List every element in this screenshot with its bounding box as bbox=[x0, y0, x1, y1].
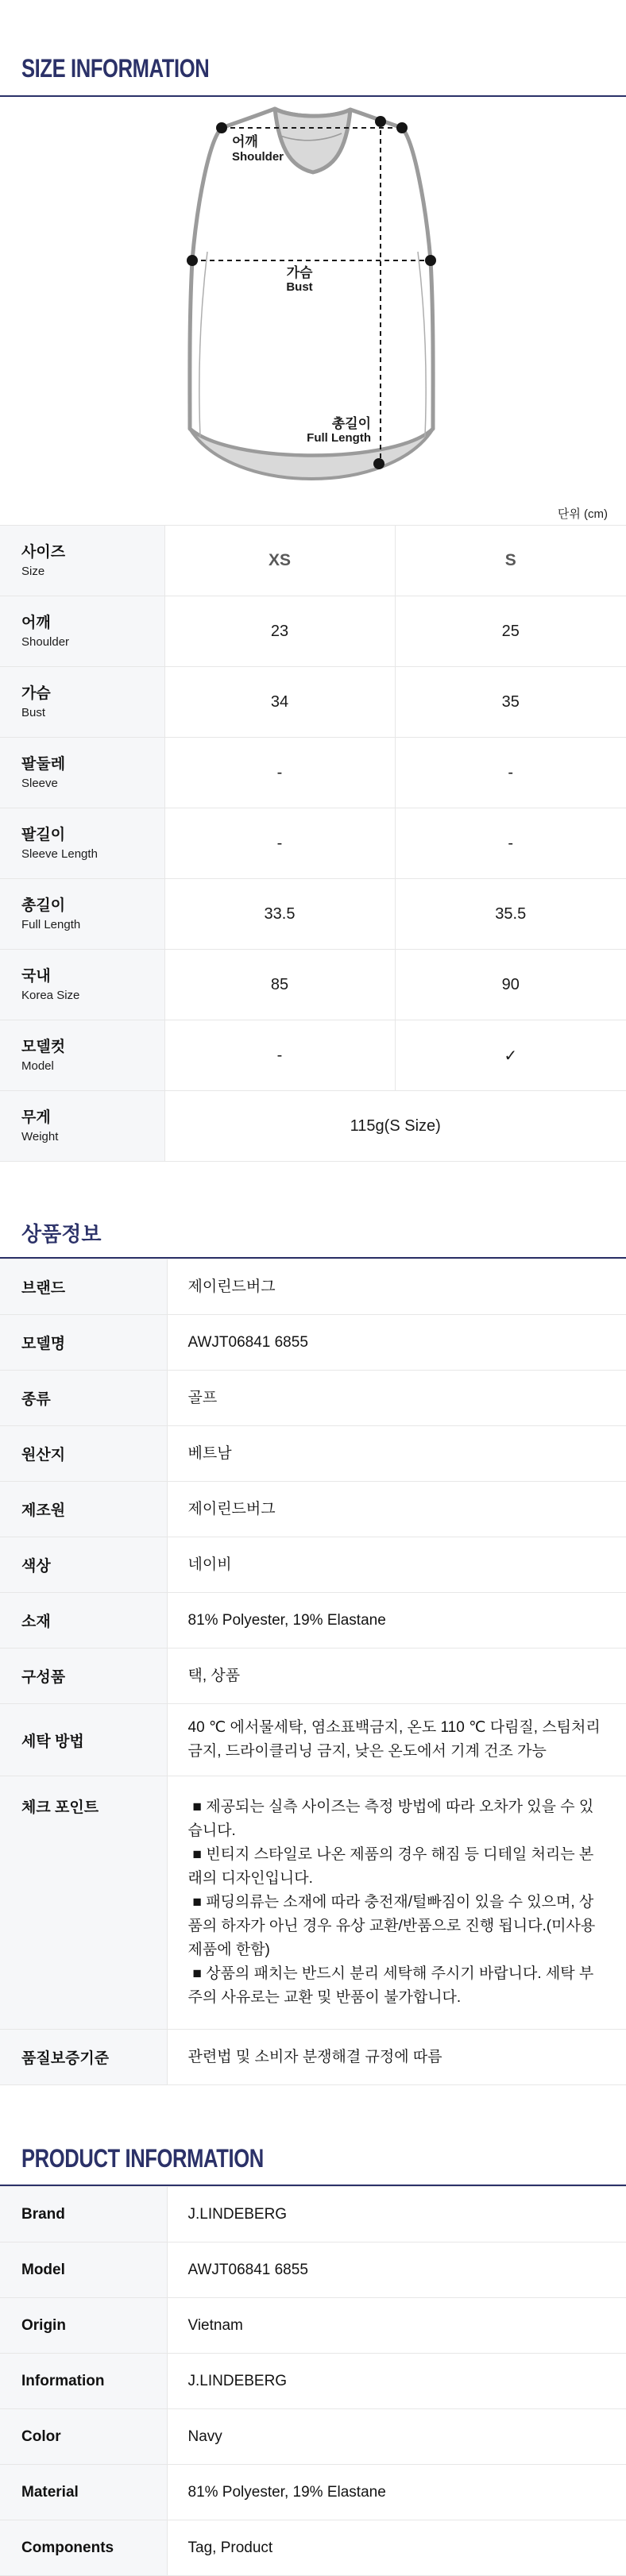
row-value: AWJT06841 6855 bbox=[167, 2242, 626, 2298]
row-label-cell bbox=[0, 808, 164, 879]
row-label-cell bbox=[0, 950, 164, 1020]
diagram-bust-label-ko: 가슴 bbox=[286, 265, 313, 280]
value-cell: 35 bbox=[395, 667, 626, 738]
row-label-en: Full Length bbox=[21, 918, 81, 932]
vest-diagram-svg bbox=[0, 97, 626, 494]
measure-dot bbox=[396, 122, 408, 133]
size-table-row-sleeve bbox=[0, 738, 626, 808]
value-cell: 85 bbox=[164, 950, 395, 1020]
product-information-title: PRODUCT INFORMATION bbox=[21, 2144, 264, 2173]
row-value: 제이린드버그 bbox=[167, 1482, 626, 1537]
row-label: Components bbox=[0, 2520, 167, 2576]
size-information-section bbox=[0, 54, 626, 1162]
row-label-cell bbox=[0, 596, 164, 667]
row-label-cell bbox=[0, 738, 164, 808]
row-label: Material bbox=[0, 2465, 167, 2520]
row-value: 81% Polyester, 19% Elastane bbox=[167, 2465, 626, 2520]
product-information-table bbox=[0, 2186, 626, 2576]
size-table-row-model bbox=[0, 1020, 626, 1091]
row-label: 품질보증기준 bbox=[0, 2030, 167, 2085]
info-row-manufacturer bbox=[0, 1482, 626, 1537]
product-row-material bbox=[0, 2465, 626, 2520]
product-info-kr-section bbox=[0, 1222, 626, 2085]
size-table-row-weight bbox=[0, 1091, 626, 1162]
row-label: 소재 bbox=[0, 1593, 167, 1649]
garment-size-diagram bbox=[0, 97, 626, 494]
row-label-en: Model bbox=[21, 1059, 54, 1074]
size-column-s: S bbox=[395, 526, 626, 596]
row-label-ko: 팔길이 bbox=[21, 826, 66, 843]
measure-dot bbox=[425, 255, 436, 266]
diagram-full-length-label-en: Full Length bbox=[307, 431, 371, 445]
row-label-en: Sleeve bbox=[21, 777, 58, 791]
size-table-row-korea-size bbox=[0, 950, 626, 1020]
info-row-check-points bbox=[0, 1776, 626, 2030]
value-cell: 34 bbox=[164, 667, 395, 738]
info-row-washing bbox=[0, 1704, 626, 1776]
row-label: Information bbox=[0, 2354, 167, 2409]
row-value: Vietnam bbox=[167, 2298, 626, 2354]
row-value: AWJT06841 6855 bbox=[167, 1315, 626, 1371]
size-column-xs: XS bbox=[164, 526, 395, 596]
product-info-kr-table bbox=[0, 1259, 626, 2085]
size-table-row-bust bbox=[0, 667, 626, 738]
diagram-full-length-label-ko: 총길이 bbox=[331, 416, 371, 431]
diagram-shoulder-label-en: Shoulder bbox=[232, 150, 284, 164]
row-label-cell bbox=[0, 1091, 164, 1162]
row-label: 종류 bbox=[0, 1371, 167, 1426]
row-label: Brand bbox=[0, 2187, 167, 2242]
row-label-en: Size bbox=[21, 565, 45, 579]
row-label-ko: 사이즈 bbox=[21, 543, 66, 561]
row-label-ko: 팔둘레 bbox=[21, 755, 66, 773]
info-row-color bbox=[0, 1537, 626, 1593]
row-value: 골프 bbox=[167, 1371, 626, 1426]
row-label: 체크 포인트 bbox=[0, 1776, 167, 2030]
value-cell: - bbox=[395, 738, 626, 808]
row-label-ko: 가슴 bbox=[21, 684, 51, 702]
product-row-color bbox=[0, 2409, 626, 2465]
row-value: Navy bbox=[167, 2409, 626, 2465]
check-point-item: ■ 빈티지 스타일로 나온 제품의 경우 해짐 등 디테일 처리는 본래의 디자인입니다. bbox=[187, 1846, 594, 1887]
row-label-ko: 총길이 bbox=[21, 897, 66, 914]
row-label: Model bbox=[0, 2242, 167, 2298]
row-label-cell bbox=[0, 879, 164, 950]
weight-value-cell: 115g(S Size) bbox=[164, 1091, 626, 1162]
row-label: 제조원 bbox=[0, 1482, 167, 1537]
product-row-origin bbox=[0, 2298, 626, 2354]
row-value: J.LINDEBERG bbox=[167, 2187, 626, 2242]
unit-note: 단위 (cm) bbox=[557, 507, 608, 521]
row-label-en: Shoulder bbox=[21, 635, 70, 650]
row-label: 브랜드 bbox=[0, 1259, 167, 1315]
info-row-warranty bbox=[0, 2030, 626, 2085]
check-point-item: ■ 상품의 패치는 반드시 분리 세탁해 주시기 바랍니다. 세탁 부주의 사유로는 교환 및 반품이 불가합니다. bbox=[187, 1965, 594, 2006]
row-label-cell bbox=[0, 526, 164, 596]
info-row-material bbox=[0, 1593, 626, 1649]
measure-dot bbox=[216, 122, 227, 133]
value-cell: - bbox=[164, 1020, 395, 1091]
row-label-cell bbox=[0, 667, 164, 738]
row-value: 40 ℃ 에서물세탁, 염소표백금지, 온도 110 ℃ 다림질, 스팀처리 금지, 드라이클리닝 금지, 낮은 온도에서 기계 건조 가능 bbox=[167, 1704, 626, 1776]
row-label-ko: 무게 bbox=[21, 1109, 51, 1126]
measure-dot bbox=[373, 458, 384, 469]
value-cell: 25 bbox=[395, 596, 626, 667]
product-row-brand bbox=[0, 2187, 626, 2242]
info-row-brand bbox=[0, 1259, 626, 1315]
row-label: Origin bbox=[0, 2298, 167, 2354]
row-label-en: Weight bbox=[21, 1130, 59, 1144]
size-information-title: SIZE INFORMATION bbox=[21, 54, 210, 83]
row-value: 네이비 bbox=[167, 1537, 626, 1593]
row-label: 원산지 bbox=[0, 1426, 167, 1482]
value-cell: 23 bbox=[164, 596, 395, 667]
info-row-category bbox=[0, 1371, 626, 1426]
measure-dot bbox=[187, 255, 198, 266]
row-label: 구성품 bbox=[0, 1649, 167, 1704]
row-value: J.LINDEBERG bbox=[167, 2354, 626, 2409]
row-value: 베트남 bbox=[167, 1426, 626, 1482]
product-row-model bbox=[0, 2242, 626, 2298]
value-cell: - bbox=[395, 808, 626, 879]
row-value: 81% Polyester, 19% Elastane bbox=[167, 1593, 626, 1649]
size-table-row-shoulder bbox=[0, 596, 626, 667]
row-value: 관련법 및 소비자 분쟁해결 규정에 따름 bbox=[167, 2030, 626, 2085]
value-cell: - bbox=[164, 808, 395, 879]
value-cell: 90 bbox=[395, 950, 626, 1020]
row-label-ko: 어깨 bbox=[21, 614, 51, 631]
row-label: 모델명 bbox=[0, 1315, 167, 1371]
size-table bbox=[0, 525, 626, 1162]
diagram-bust-label-en: Bust bbox=[286, 280, 313, 294]
product-row-information bbox=[0, 2354, 626, 2409]
check-point-item: ■ 패딩의류는 소재에 따라 충전재/털빠짐이 있을 수 있으며, 상품의 하자가 아닌 경우 유상 교환/반품으로 진행 됩니다.(미사용 제품에 한함) bbox=[187, 1894, 596, 1958]
check-points-value bbox=[167, 1776, 626, 2030]
product-row-components bbox=[0, 2520, 626, 2576]
row-label-en: Bust bbox=[21, 706, 46, 720]
measure-dot bbox=[375, 116, 386, 127]
row-label-ko: 모델컷 bbox=[21, 1038, 66, 1055]
row-label-cell bbox=[0, 1020, 164, 1091]
size-table-row-full-length bbox=[0, 879, 626, 950]
row-label-ko: 국내 bbox=[21, 967, 51, 985]
size-table-header-row bbox=[0, 526, 626, 596]
row-label: Color bbox=[0, 2409, 167, 2465]
product-info-kr-title: 상품정보 bbox=[21, 1222, 102, 1246]
info-row-model bbox=[0, 1315, 626, 1371]
size-table-row-sleeve-length bbox=[0, 808, 626, 879]
check-point-item: ■ 제공되는 실측 사이즈는 측정 방법에 따라 오차가 있을 수 있습니다. bbox=[187, 1799, 594, 1839]
row-value: Tag, Product bbox=[167, 2520, 626, 2576]
row-label: 색상 bbox=[0, 1537, 167, 1593]
row-label-en: Sleeve Length bbox=[21, 847, 98, 862]
row-value: 택, 상품 bbox=[167, 1649, 626, 1704]
row-value: 제이린드버그 bbox=[167, 1259, 626, 1315]
value-cell: 35.5 bbox=[395, 879, 626, 950]
product-detail-page bbox=[0, 54, 626, 2576]
product-information-section bbox=[0, 2144, 626, 2576]
diagram-shoulder-label-ko: 어깨 bbox=[232, 134, 258, 149]
info-row-origin bbox=[0, 1426, 626, 1482]
row-label-en: Korea Size bbox=[21, 989, 80, 1003]
value-cell: - bbox=[164, 738, 395, 808]
row-label: 세탁 방법 bbox=[0, 1704, 167, 1776]
value-cell: 33.5 bbox=[164, 879, 395, 950]
checkmark-cell: ✓ bbox=[395, 1020, 626, 1091]
info-row-components bbox=[0, 1649, 626, 1704]
